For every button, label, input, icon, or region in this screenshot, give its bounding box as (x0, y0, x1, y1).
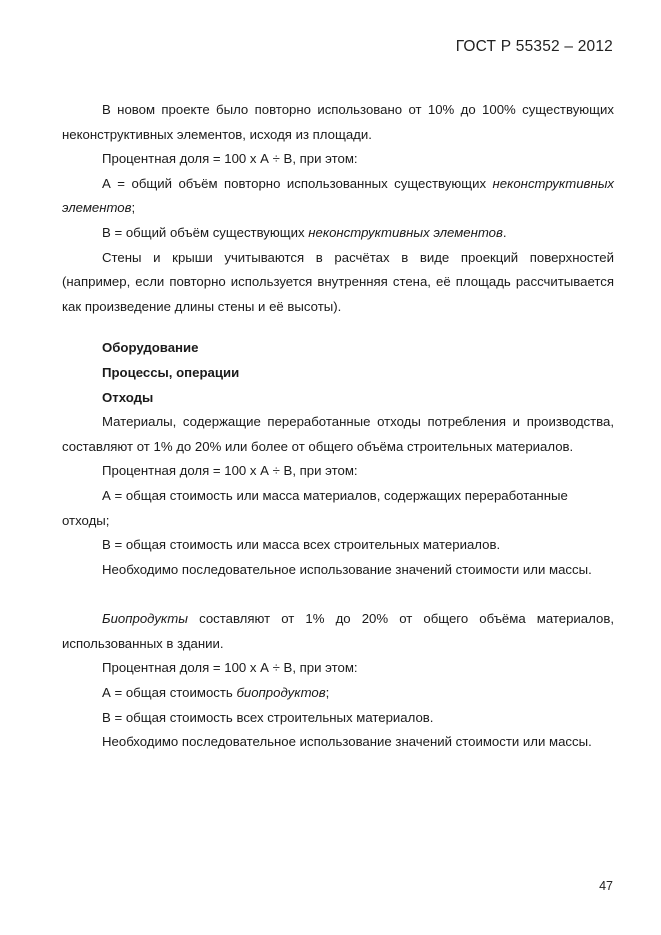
spacer (62, 319, 614, 336)
italic-term: биопродуктов (236, 685, 326, 701)
paragraph-text: Необходимо последовательное использование значений стоимости или массы. (102, 561, 592, 577)
paragraph-definition-a (62, 172, 614, 221)
paragraph-text: . (502, 224, 507, 240)
paragraph-definition-b (62, 221, 614, 246)
paragraph-text: Материалы, содержащие переработанные отходы потребления и производства, составляют от 1% до 20% или более от общего объёма строительных материалов. (62, 414, 614, 454)
italic-term: неконструктивных элементов (308, 224, 503, 240)
paragraph-definition-b (62, 533, 614, 558)
italic-term: неконструктивных элементов (62, 175, 614, 216)
paragraph-text: ; (131, 200, 136, 216)
page-number: 47 (599, 879, 613, 893)
paragraph-text: Процентная доля = 100 х А ÷ В, при этом: (102, 151, 358, 167)
paragraph-text: составляют от 1% до 20% от общего объёма материалов, использованных в здании. (62, 611, 614, 651)
paragraph-bioproducts (62, 607, 614, 656)
paragraph-text: Процентная доля = 100 х А ÷ В, при этом: (102, 660, 358, 676)
heading-equipment: Оборудование (102, 340, 199, 356)
heading-processes: Процессы, операции (102, 364, 240, 380)
italic-term: Биопродукты (102, 611, 188, 627)
paragraph-walls-roofs (62, 246, 614, 320)
paragraph-consistency-note (62, 558, 614, 583)
paragraph-definition-b (62, 706, 614, 731)
paragraph-formula (62, 656, 614, 681)
paragraph-text: Стены и крыши учитываются в расчётах в виде проекций поверхностей (например, если повторно используется внутренняя стена, её площадь рассчитывается как произведение длины стены и её высоты). (62, 249, 614, 314)
document-header: ГОСТ Р 55352 – 2012 (455, 38, 613, 55)
paragraph-formula (62, 147, 614, 172)
paragraph-text: В = общая стоимость всех строительных материалов. (102, 709, 434, 725)
heading-waste: Отходы (102, 389, 154, 405)
paragraph-reuse-intro (62, 98, 614, 147)
paragraph-text: В = общая стоимость или масса всех строительных материалов. (102, 537, 501, 553)
paragraph-text: А = общая стоимость (102, 685, 237, 701)
paragraph-formula (62, 459, 614, 484)
spacer (62, 582, 614, 607)
paragraph-text: Необходимо последовательное использование значений стоимости или массы. (102, 734, 592, 750)
paragraph-text: В = общий объём существующих (102, 224, 309, 240)
paragraph-recycled-materials (62, 410, 614, 459)
document-body (62, 98, 614, 755)
paragraph-text: Процентная доля = 100 х А ÷ В, при этом: (102, 463, 358, 479)
paragraph-consistency-note (62, 730, 614, 755)
paragraph-text: В новом проекте было повторно использовано от 10% до 100% существующих неконструктивных элементов, исходя из площади. (62, 102, 614, 142)
paragraph-definition-a (62, 681, 614, 706)
paragraph-definition-a (62, 484, 614, 533)
paragraph-text: А = общий объём повторно использованных существующих (102, 175, 493, 191)
paragraph-text: А = общая стоимость или масса материалов, содержащих переработанные отходы; (62, 487, 568, 528)
paragraph-text: ; (325, 685, 330, 701)
